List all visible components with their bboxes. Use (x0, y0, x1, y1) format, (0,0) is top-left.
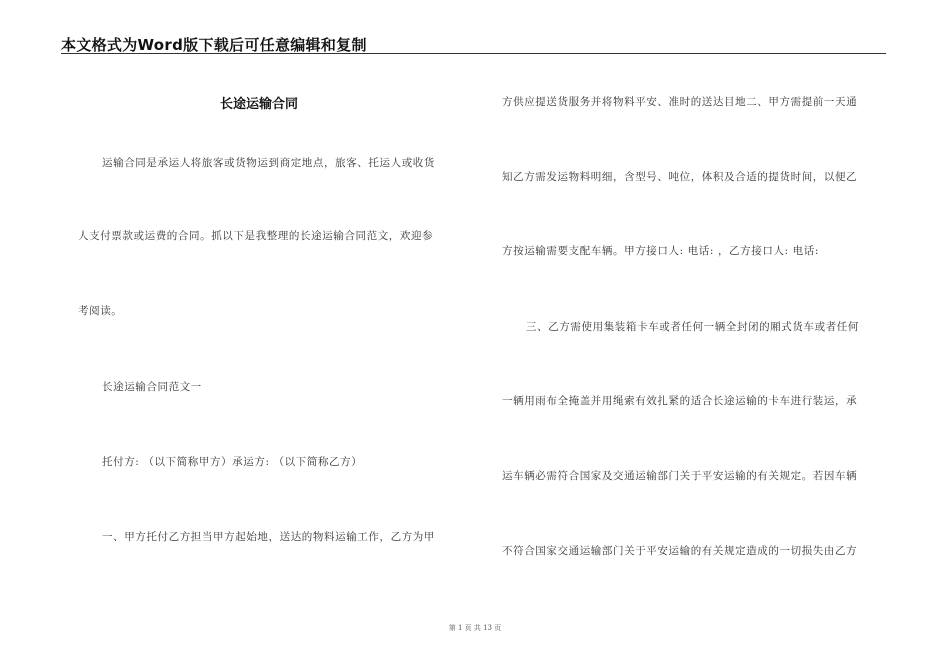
body-line: 知乙方需发运物料明细，含型号、吨位，体积及合适的提货时间，以便乙 (502, 171, 858, 183)
body-line: 一、甲方托付乙方担当甲方起始地，送达的物料运输工作，乙方为甲 (102, 531, 435, 543)
body-line: 方供应提送货服务并将物料平安、准时的送达目地二、甲方需提前一天通 (502, 96, 858, 108)
body-line: 运车辆必需符合国家及交通运输部门关于平安运输的有关规定。若因车辆 (502, 470, 858, 482)
body-line: 一辆用雨布全掩盖并用绳索有效扎紧的适合长途运输的卡车进行装运，承 (502, 395, 858, 407)
body-line: 方按运输需要支配车辆。甲方接口人: 电话: ，乙方接口人: 电话: (502, 245, 819, 257)
body-line: 考阅读。 (78, 305, 123, 317)
body-line: 三、乙方需使用集装箱卡车或者任何一辆全封闭的厢式货车或者任何 (526, 321, 859, 333)
body-line: 不符合国家交通运输部门关于平安运输的有关规定造成的一切损失由乙方 (502, 545, 858, 557)
document-title: 长途运输合同 (220, 97, 299, 112)
page-footer: 第 1 页 共 13 页 (448, 624, 502, 632)
body-line: 人支付票款或运费的合同。抓以下是我整理的长途运输合同范文，欢迎参 (78, 230, 434, 242)
body-line: 运输合同是承运人将旅客或货物运到商定地点，旅客、托运人或收货 (102, 157, 435, 169)
download-banner: 本文格式为Word版下载后可任意编辑和复制 (61, 36, 367, 54)
body-line: 托付方: （以下简称甲方）承运方: （以下简称乙方） (102, 456, 363, 468)
header-rule (61, 53, 886, 54)
section-heading: 长途运输合同范文一 (102, 381, 202, 393)
